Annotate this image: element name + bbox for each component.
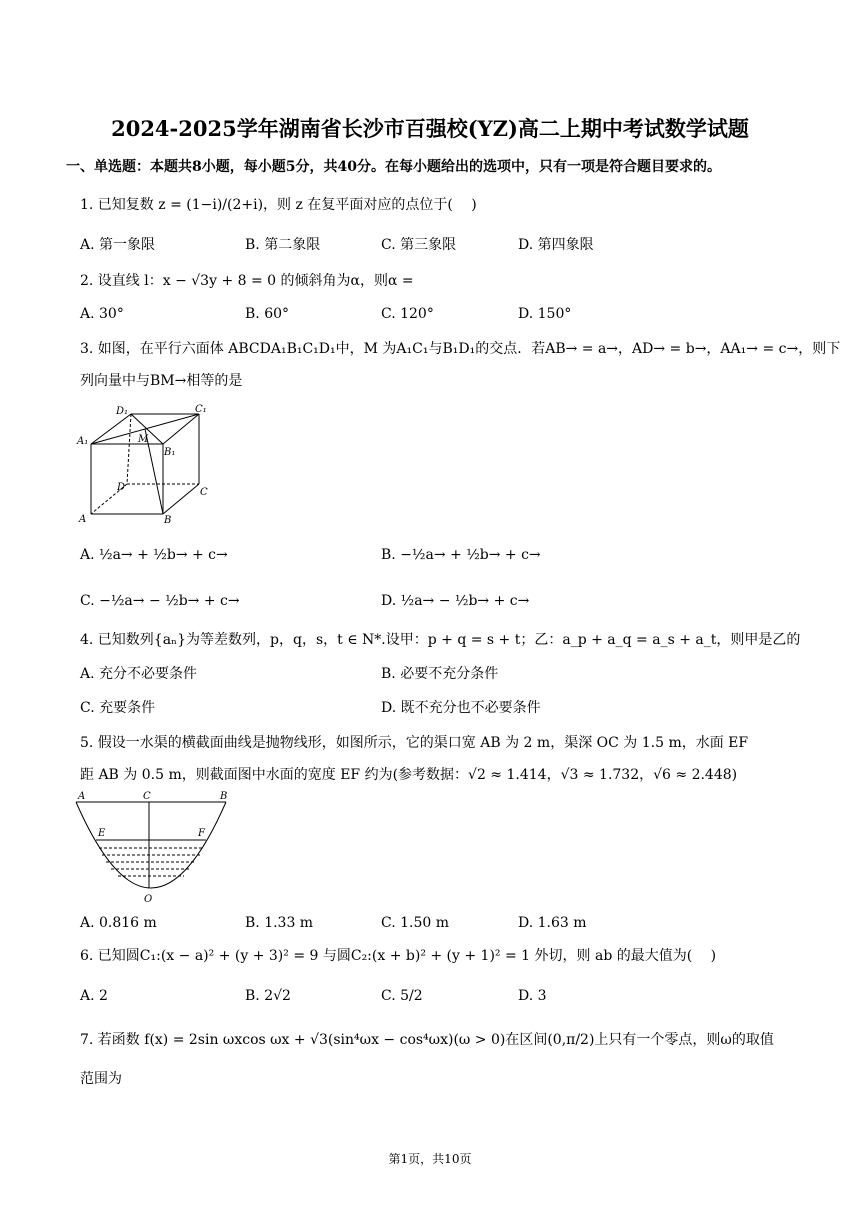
label-D1: D₁ — [116, 406, 129, 417]
label-B: B — [164, 515, 172, 524]
question-4-option-b: B. 必要不充分条件 — [381, 666, 499, 682]
label-B: B — [220, 791, 228, 802]
question-5-option-b: B. 1.33 m — [245, 915, 314, 931]
question-6-option-d: D. 3 — [518, 988, 547, 1004]
section-heading: 一、单选题：本题共8小题，每小题5分，共40分。在每小题给出的选项中，只有一项是符合题目要求的。 — [66, 159, 721, 175]
question-1-option-d: D. 第四象限 — [518, 237, 594, 253]
label-A1: A₁ — [77, 436, 89, 447]
question-1-stem: 1. 已知复数 z = (1−i)/(2+i)，则 z 在复平面对应的点位于( ) — [80, 197, 477, 213]
label-C1: C₁ — [195, 404, 207, 415]
page-footer: 第1页，共10页 — [388, 1152, 472, 1166]
question-7-stem-line1: 7. 若函数 f(x) = 2sin ωxcos ωx + √3(sin⁴ωx − cos⁴ωx)(ω > 0)在区间(0,π/2)上只有一个零点，则ω的取值 — [80, 1032, 774, 1048]
question-3-option-c: C. −½a→ − ½b→ + c→ — [80, 593, 240, 609]
question-6-option-a: A. 2 — [80, 988, 108, 1004]
question-6-stem: 6. 已知圆C₁:(x − a)² + (y + 3)² = 9 与圆C₂:(x + b)² + (y + 1)² = 1 外切，则 ab 的最大值为( ) — [80, 948, 717, 964]
parabola-figure — [72, 788, 238, 906]
question-5-option-c: C. 1.50 m — [381, 915, 450, 931]
question-1-option-a: A. 第一象限 — [80, 237, 156, 253]
question-7-stem-line2: 范围为 — [80, 1071, 122, 1087]
label-O: O — [144, 894, 153, 905]
parallelepiped-figure — [76, 402, 216, 524]
question-2-stem: 2. 设直线 l：x − √3y + 8 = 0 的倾斜角为α，则α = — [80, 273, 414, 289]
question-6-option-c: C. 5/2 — [381, 988, 423, 1004]
question-3-option-b: B. −½a→ + ½b→ + c→ — [381, 547, 541, 563]
label-C: C — [143, 791, 151, 802]
label-M: M — [138, 434, 149, 445]
question-4-option-c: C. 充要条件 — [80, 700, 156, 716]
question-3-stem-line2: 列向量中与BM→相等的是 — [80, 373, 243, 389]
question-1-option-b: B. 第二象限 — [245, 237, 321, 253]
question-5-stem-line2: 距 AB 为 0.5 m，则截面图中水面的宽度 EF 约为(参考数据：√2 ≈ 1.414，√3 ≈ 1.732，√6 ≈ 2.448) — [80, 767, 738, 783]
question-3-option-a: A. ½a→ + ½b→ + c→ — [80, 547, 228, 563]
label-E: E — [98, 828, 106, 839]
question-2-option-a: A. 30° — [80, 306, 124, 322]
question-4-option-a: A. 充分不必要条件 — [80, 666, 198, 682]
label-D: D — [117, 482, 126, 493]
label-F: F — [198, 828, 205, 839]
question-6-option-b: B. 2√2 — [245, 988, 291, 1004]
question-5-option-d: D. 1.63 m — [518, 915, 587, 931]
question-2-option-b: B. 60° — [245, 306, 290, 322]
question-3-stem-line1: 3. 如图，在平行六面体 ABCDA₁B₁C₁D₁中，M 为A₁C₁与B₁D₁的交点．若AB→ = a→，AD→ = b→，AA₁→ = c→，则下 — [80, 341, 841, 357]
page-title: 2024-2025学年湖南省长沙市百强校(YZ)高二上期中考试数学试题 — [111, 116, 749, 141]
question-5-option-a: A. 0.816 m — [80, 915, 157, 931]
question-4-option-d: D. 既不充分也不必要条件 — [381, 700, 541, 716]
question-3-option-d: D. ½a→ − ½b→ + c→ — [381, 593, 530, 609]
label-A: A — [78, 791, 86, 802]
label-C: C — [200, 487, 208, 498]
question-2-option-c: C. 120° — [381, 306, 434, 322]
question-2-option-d: D. 150° — [518, 306, 572, 322]
question-5-stem-line1: 5. 假设一水渠的横截面曲线是抛物线形，如图所示，它的渠口宽 AB 为 2 m，渠深 OC 为 1.5 m，水面 EF — [80, 735, 749, 751]
label-B1: B₁ — [164, 447, 176, 458]
question-1-option-c: C. 第三象限 — [381, 237, 457, 253]
label-A: A — [79, 514, 87, 524]
question-4-stem: 4. 已知数列{aₙ}为等差数列，p，q，s，t ∈ N*.设甲：p + q = s + t；乙：a_p + a_q = a_s + a_t，则甲是乙的 — [80, 632, 801, 648]
